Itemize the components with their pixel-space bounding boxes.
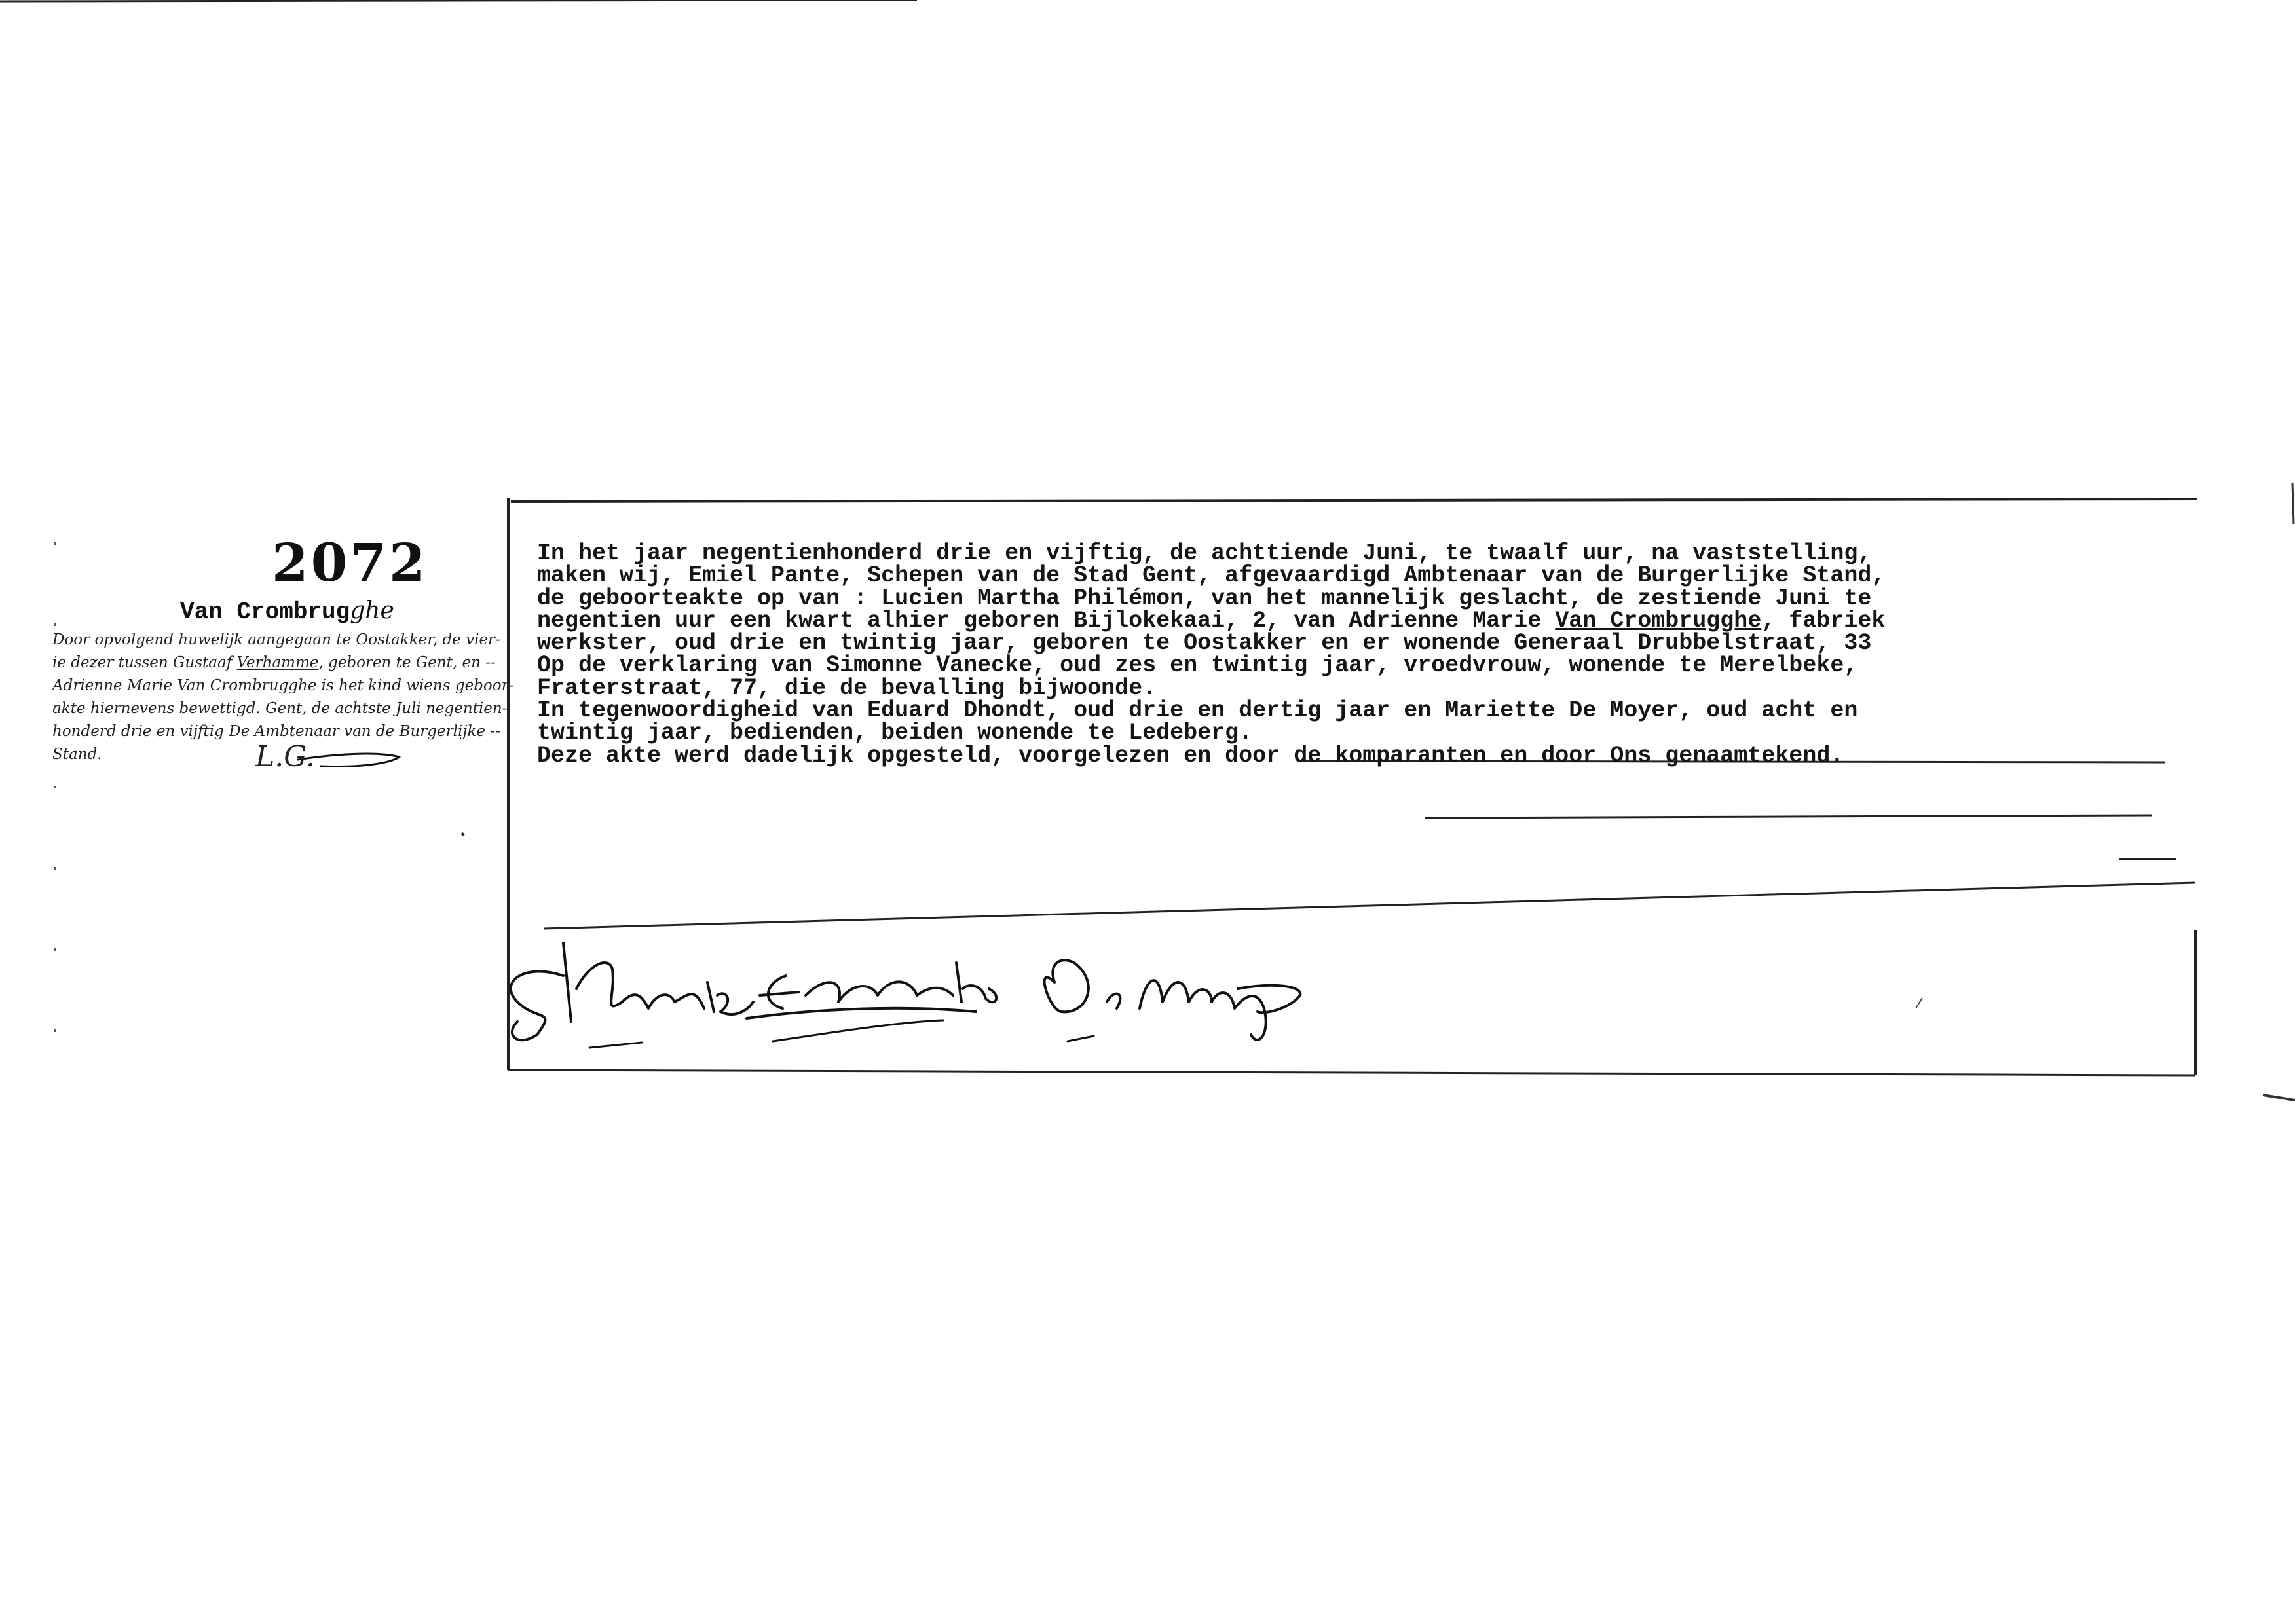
act-line-4-tail: , fabriek <box>1761 607 1886 634</box>
margin-note-text: Adrienne Marie Van Crombrugghe is het kind wiens geboor- <box>52 677 514 694</box>
act-line-9: twintig jaar, bedienden, beiden wonende te Ledeberg. <box>537 720 1253 747</box>
act-line-1: In het jaar negentienhonderd drie en vijftig, de achttiende Juni, te twaalf uur, na vaststelling, <box>537 540 1872 566</box>
margin-note-text: Door opvolgend huwelijk aangegaan te Oostakker, de vier- <box>52 631 500 648</box>
margin-initials: L.G. <box>255 740 315 773</box>
signature-vanecke <box>511 943 753 1048</box>
margin-note-text: , geboren te Gent, en -- <box>318 654 496 671</box>
margin-surname-handwritten: ghe <box>350 597 394 624</box>
act-line-10: Deze akte werd dadelijk opgesteld, voorgelezen en door de komparanten en door Ons genaamtekend. <box>537 742 1844 769</box>
act-line-8: In tegenwoordigheid van Eduard Dhondt, oud drie en dertig jaar en Mariette De Moyer, oud acht en <box>537 697 1858 724</box>
act-line-2: maken wij, Emiel Pante, Schepen van de Stad Gent, afgevaardigd Ambtenaar van de Burgerlijke Stand, <box>537 563 1886 589</box>
act-line-7: Fraterstraat, 77, die de bevalling bijwoonde. <box>537 674 1157 701</box>
act-line-6: Op de verklaring van Simonne Vanecke, oud zes en twintig jaar, vroedvrouw, wonende te Merelbeke, <box>537 652 1858 679</box>
signature-de-moyer <box>1045 960 1301 1041</box>
margin-note-underlined-name: Verhamme <box>236 654 319 671</box>
signature-dhondt <box>747 963 996 1041</box>
act-line-3: de geboorteakte op van : Lucien Martha Philémon, van het mannelijk geslacht, de zestiende Juni te <box>537 585 1872 612</box>
act-line-4-text: negentien uur een kwart alhier geboren Bijlokekaai, 2, van Adrienne Marie <box>537 607 1556 634</box>
margin-surname-typed: Van Crombrug <box>180 599 350 625</box>
act-line-5: werkster, oud drie en twintig jaar, geboren te Oostakker en er wonende Generaal Drubbelstraat, 33 <box>537 630 1872 657</box>
margin-note-text: akte hiernevens bewettigd. Gent, de achtste Juli negentien- <box>52 700 508 717</box>
margin-note-text: Stand. <box>52 746 102 763</box>
mother-surname: Van Crombrugghe <box>1555 607 1762 634</box>
act-number: 2072 <box>272 532 428 593</box>
margin-note-text: honderd drie en vijftig De Ambtenaar van de Burgerlijke -- <box>52 723 500 740</box>
margin-note-text: ie dezer tussen Gustaaf <box>52 654 237 671</box>
